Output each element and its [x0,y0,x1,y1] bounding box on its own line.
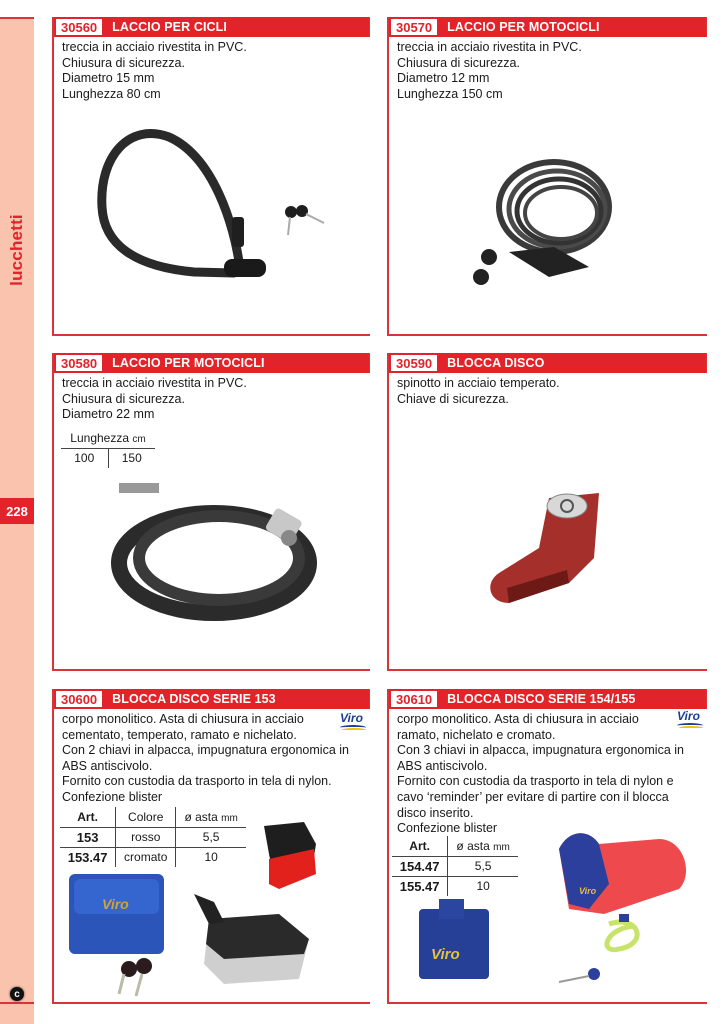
product-description: treccia in acciaio rivestita in PVC. Chiusura di sicurezza. Diametro 12 mm Lunghezza 150 cm [397,40,582,101]
svg-text:Viro: Viro [579,886,597,896]
column-header-asta: ø asta mm [176,807,246,827]
column-header-colore: Colore [116,807,176,827]
product-description: treccia in acciaio rivestita in PVC. Chiusura di sicurezza. Diametro 15 mm Lunghezza 80 cm [62,40,247,101]
strip-bottom-rule [0,1002,34,1004]
copyright-icon: c [10,987,24,1001]
viro-logo: Viro [338,711,368,733]
column-header-asta: ø asta mm [448,836,518,856]
product-panel-30610 [387,689,707,1004]
disc-lock-set-image [64,814,364,999]
product-header [389,689,707,709]
product-code: 30570 [391,19,437,35]
product-header [54,17,370,37]
product-description: spinotto in acciaio temperato. Chiave di sicurezza. [397,376,560,406]
product-code: 30610 [391,691,437,707]
table-row: 153.47 cromato 10 [60,847,246,867]
product-panel-30590 [387,353,707,671]
cable-lock-image [84,117,334,297]
product-title: BLOCCA DISCO SERIE 154/155 [447,692,636,706]
product-code: 30590 [391,355,437,371]
length-value: 100 [61,448,108,468]
product-header [54,353,370,373]
length-header: Lunghezza cm [61,428,155,448]
svg-text:Viro: Viro [431,946,460,963]
table-row: 154.47 5,5 [392,856,518,876]
red-disc-lock-image [479,478,619,608]
table-row: 155.47 10 [392,876,518,896]
product-description: corpo monolitico. Asta di chiusura in acciaio cementato, temperato, ramato e nichelato. Con 2 chiavi in alpacca, impugnatura ergonomica in ABS antiscivolo. Fornito con custodia da trasporto in tela di nylon. Confezione blister [62,712,349,804]
armored-cable-lock-image [94,478,334,628]
product-header [389,353,707,373]
product-description: corpo monolitico. Asta di chiusura in acciaio ramato, nichelato e cromato. Con 3 chiavi in alpacca, impugnatura ergonomica in ABS antiscivolo. Fornito con custodia da trasporto in tela di nylon e cavo ‘reminder’ per evitare di partire con il blocca disco inserito. Confezione blister [397,712,684,836]
product-panel-30580 [52,353,370,671]
product-header [54,689,370,709]
product-description: treccia in acciaio rivestita in PVC. Chiusura di sicurezza. Diametro 22 mm [62,376,247,422]
column-header-art: Art. [60,807,116,827]
section-label [0,200,34,300]
length-value: 150 [121,451,142,466]
product-panel-30600 [52,689,370,1004]
product-title: LACCIO PER CICLI [112,20,227,34]
product-panel-30570 [387,17,707,336]
coiled-cable-lock-image [459,147,629,297]
table-row: 153 rosso 5,5 [60,827,246,847]
product-code: 30580 [56,355,102,371]
product-title: LACCIO PER MOTOCICLI [112,356,265,370]
svg-text:Viro: Viro [102,896,129,912]
column-header-art: Art. [392,836,448,856]
product-title: LACCIO PER MOTOCICLI [447,20,600,34]
product-title: BLOCCA DISCO [447,356,545,370]
viro-logo: Viro [675,709,705,731]
disc-lock-set-image [409,824,699,999]
section-label-text: lucchetti [7,214,26,286]
product-title: BLOCCA DISCO SERIE 153 [112,692,276,706]
length-table [61,428,155,468]
product-header [389,17,707,37]
product-code: 30600 [56,691,102,707]
product-panel-30560 [52,17,370,336]
page-number: 228 [0,498,34,524]
product-code: 30560 [56,19,102,35]
